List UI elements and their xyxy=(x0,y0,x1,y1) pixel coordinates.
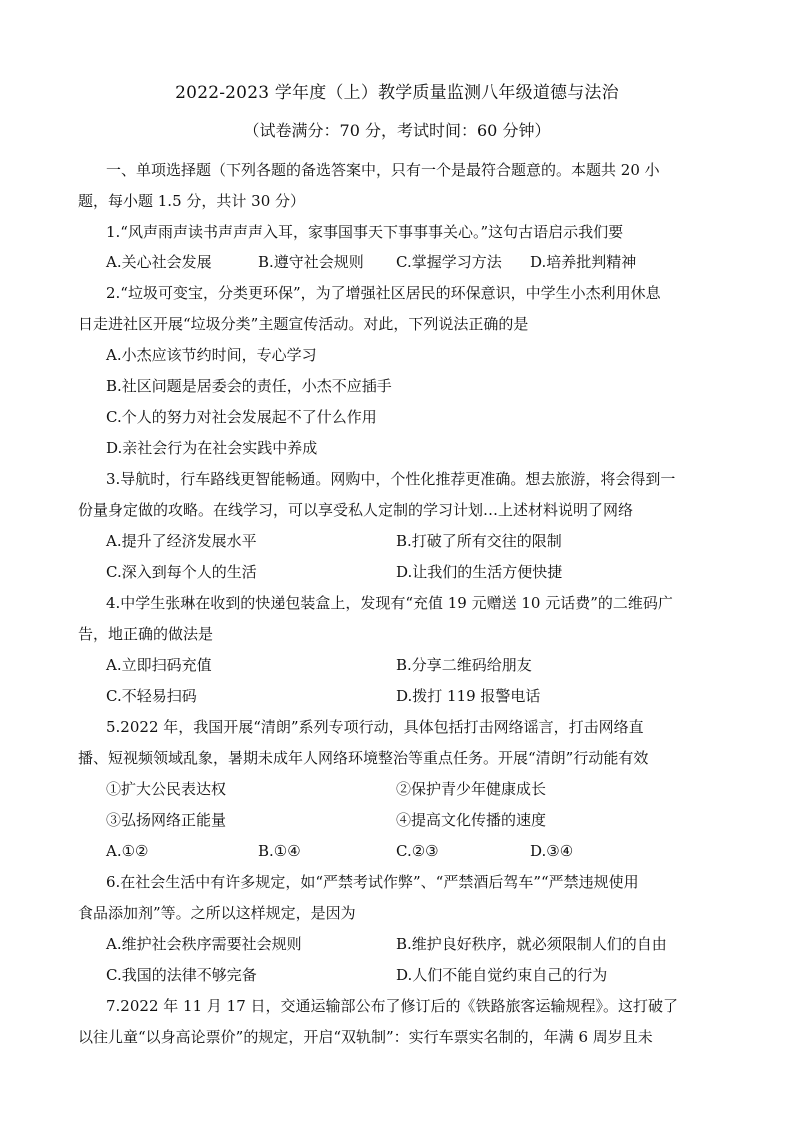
question-3-stem-cont: 份量身定做的攻略。在线学习，可以享受私人定制的学习计划…上述材料说明了网络 xyxy=(78,501,634,519)
q6-option-a: A.维护社会秩序需要社会规则 xyxy=(106,935,302,953)
q1-option-d: D.培养批判精神 xyxy=(530,253,637,271)
question-4-stem-cont: 告，地正确的做法是 xyxy=(78,625,214,643)
q5-statement-4: ④提高文化传播的速度 xyxy=(396,811,547,829)
q2-option-b: B.社区问题是居委会的责任，小杰不应插手 xyxy=(106,377,392,395)
section-intro-cont: 题，每小题 1.5 分，共计 30 分） xyxy=(78,192,306,210)
q5-statement-3: ③弘扬网络正能量 xyxy=(106,811,227,829)
question-7-stem: 7.2022 年 11 月 17 日，交通运输部公布了修订后的《铁路旅客运输规程》。这打破了 xyxy=(106,997,679,1015)
question-3-stem: 3.导航时，行车路线更智能畅通。网购中，个性化推荐更准确。想去旅游，将会得到一 xyxy=(106,470,676,488)
q2-option-c: C.个人的努力对社会发展起不了什么作用 xyxy=(106,408,377,426)
q3-option-a: A.提升了经济发展水平 xyxy=(106,532,257,550)
q3-option-b: B.打破了所有交往的限制 xyxy=(396,532,562,550)
q1-option-a: A.关心社会发展 xyxy=(106,253,212,271)
question-7-stem-cont: 以往儿童“以身高论票价”的规定，开启“双轨制”：实行车票实名制的，年满 6 周岁且未 xyxy=(78,1028,653,1046)
q4-option-d: D.拨打 119 报警电话 xyxy=(396,687,541,705)
q6-option-d: D.人们不能自觉约束自己的行为 xyxy=(396,966,608,984)
q6-option-b: B.维护良好秩序，就必须限制人们的自由 xyxy=(396,935,667,953)
page-title: 2022-2023 学年度（上）教学质量监测八年级道德与法治 xyxy=(175,83,619,103)
q3-option-d: D.让我们的生活方便快捷 xyxy=(396,563,563,581)
q4-option-b: B.分享二维码给朋友 xyxy=(396,656,532,674)
q1-option-c: C.掌握学习方法 xyxy=(396,253,502,271)
q1-option-b: B.遵守社会规则 xyxy=(258,253,364,271)
q5-option-b: B.①④ xyxy=(258,842,301,860)
q5-option-c: C.②③ xyxy=(396,842,439,860)
question-1-stem: 1.“风声雨声读书声声声入耳，家事国事天下事事事关心。”这句古语启示我们要 xyxy=(106,223,624,241)
question-6-stem: 6.在社会生活中有许多规定，如“严禁考试作弊”、“严禁酒后驾车”“严禁违规使用 xyxy=(106,873,639,891)
q5-option-a: A.①② xyxy=(106,842,149,860)
q5-statement-1: ①扩大公民表达权 xyxy=(106,780,227,798)
section-intro: 一、单项选择题（下列各题的备选答案中，只有一个是最符合题意的。本题共 20 小 xyxy=(106,161,660,179)
q5-option-d: D.③④ xyxy=(530,842,574,860)
question-6-stem-cont: 食品添加剂”等。之所以这样规定，是因为 xyxy=(78,904,356,922)
q6-option-c: C.我国的法律不够完备 xyxy=(106,966,257,984)
question-5-stem: 5.2022 年，我国开展“清朗”系列专项行动，具体包括打击网络谣言，打击网络直 xyxy=(106,718,644,736)
question-5-stem-cont: 播、短视频领域乱象，暑期未成年人网络环境整治等重点任务。开展“清朗”行动能有效 xyxy=(78,749,649,767)
exam-info: （试卷满分：70 分，考试时间：60 分钟） xyxy=(243,121,551,140)
q3-option-c: C.深入到每个人的生活 xyxy=(106,563,257,581)
question-4-stem: 4.中学生张琳在收到的快递包装盒上，发现有“充值 19 元赠送 10 元话费”的二维码广 xyxy=(106,594,673,612)
question-2-stem: 2.“垃圾可变宝，分类更环保”，为了增强社区居民的环保意识，中学生小杰利用休息 xyxy=(106,284,661,302)
q5-statement-2: ②保护青少年健康成长 xyxy=(396,780,547,798)
q4-option-c: C.不轻易扫码 xyxy=(106,687,197,705)
q2-option-d: D.亲社会行为在社会实践中养成 xyxy=(106,439,318,457)
q2-option-a: A.小杰应该节约时间，专心学习 xyxy=(106,346,317,364)
question-2-stem-cont: 日走进社区开展“垃圾分类”主题宣传活动。对此，下列说法正确的是 xyxy=(78,315,529,333)
q4-option-a: A.立即扫码充值 xyxy=(106,656,212,674)
